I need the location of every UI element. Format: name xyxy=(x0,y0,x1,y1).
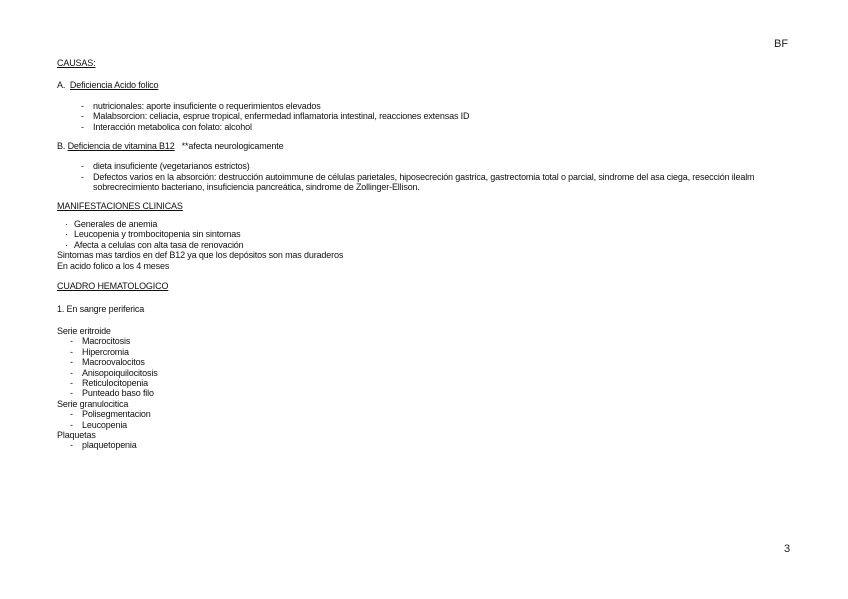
serie-eritroide-list xyxy=(70,336,777,398)
list-item: - Macroovalocitos xyxy=(70,357,777,367)
section-b-note: **afecta neurologicamente xyxy=(181,141,284,152)
manifestaciones-note: En acido folico a los 4 meses xyxy=(57,260,170,271)
list-item: - nutricionales: aporte insuficiente o requerimientos elevados xyxy=(81,101,777,111)
list-item: · Generales de anemia xyxy=(64,219,777,229)
section-a-heading xyxy=(57,80,777,90)
serie-granulocitica-list xyxy=(70,409,777,430)
section-b-letter: B. xyxy=(57,141,66,152)
list-item: - Leucopenia xyxy=(70,420,777,430)
manifestaciones-heading: MANIFESTACIONES CLINICAS xyxy=(57,200,183,211)
list-item: - Reticulocitopenia xyxy=(70,378,777,388)
manifestaciones-list xyxy=(64,219,777,250)
section-b-heading xyxy=(57,141,777,151)
list-item: - Punteado baso filo xyxy=(70,388,777,398)
manifestaciones-note: Sintomas mas tardios en def B12 ya que los depósitos son mas duraderos xyxy=(57,250,344,261)
document-body xyxy=(57,58,777,451)
section-a-list xyxy=(81,101,777,132)
causas-heading: CAUSAS: xyxy=(57,58,96,68)
list-item: - Hipercromia xyxy=(70,347,777,357)
list-item: · Afecta a celulas con alta tasa de renovación xyxy=(64,240,777,250)
group-label: Serie granulocitica xyxy=(57,398,129,409)
list-item: · Leucopenia y trombocitopenia sin sintomas xyxy=(64,229,777,239)
list-item: - dieta insuficiente (vegetarianos estrictos) xyxy=(81,161,777,171)
list-item: - plaquetopenia xyxy=(70,440,777,450)
cuadro-subtitle: 1. En sangre periferica xyxy=(57,303,145,314)
section-a-letter: A. xyxy=(57,80,66,91)
author-initials: BF xyxy=(774,38,789,50)
plaquetas-list xyxy=(70,440,777,450)
list-item: - Defectos varios en la absorción: destrucción autoimmune de células parietales, hiposecreción gastrica, gastrectomia total o parcial, sindrome del asa ciega, resección ilealm sobrecrecimiento bacteriano, insuficiencia pancreática, sindrome de Zollinger-Ellison. xyxy=(81,172,763,193)
list-item: - Macrocitosis xyxy=(70,336,777,346)
group-label: Plaquetas xyxy=(57,429,96,440)
section-b-title: Deficiencia de vitamina B12 xyxy=(67,141,175,152)
section-a-title: Deficiencia Acido folico xyxy=(69,80,159,91)
cuadro-heading: CUADRO HEMATOLOGICO xyxy=(57,281,169,292)
list-item: - Interacción metabolica con folato: alcohol xyxy=(81,122,777,132)
list-item: - Malabsorcion: celiacia, esprue tropical, enfermedad inflamatoria intestinal, reacciones extensas ID xyxy=(81,111,777,121)
list-item: - Polisegmentacion xyxy=(70,409,777,419)
section-b-list xyxy=(81,161,777,192)
group-label: Serie eritroide xyxy=(57,325,111,336)
list-item: - Anisopoiquilocitosis xyxy=(70,368,777,378)
page-number: 3 xyxy=(784,543,791,555)
